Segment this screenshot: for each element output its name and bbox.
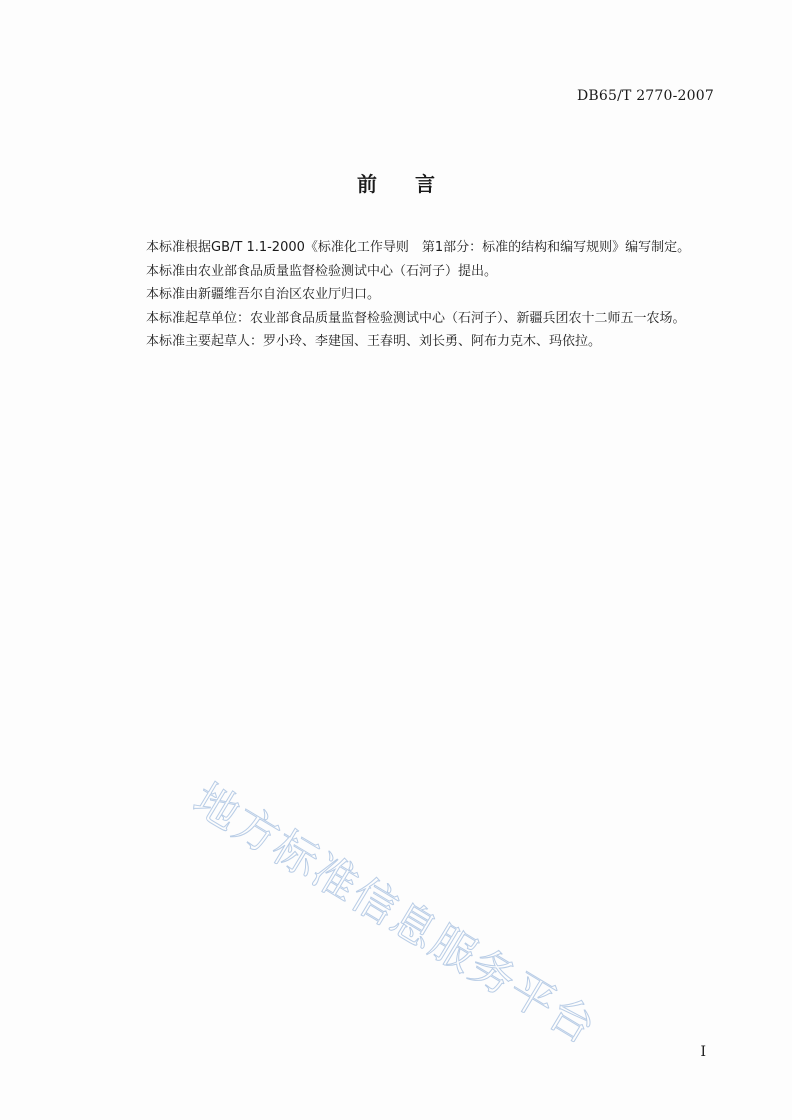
section-title: 前言 [357, 172, 473, 196]
document-code: DB65/T 2770-2007 [576, 88, 714, 104]
page-number: I [700, 1044, 706, 1060]
foreword-paragraph: 本标准根据GB/T 1.1-2000《标准化工作导则 第1部分：标准的结构和编写规则》编写制定。 [146, 240, 691, 255]
foreword-paragraph: 本标准起草单位：农业部食品质量监督检验测试中心（石河子）、新疆兵团农十二师五一农场。 [146, 310, 686, 326]
foreword-paragraph: 本标准主要起草人：罗小玲、李建国、王春明、刘长勇、阿布力克木、玛依拉。 [146, 334, 602, 349]
watermark: 地方标准信息服务平台 [184, 773, 606, 1055]
foreword-body [146, 236, 746, 354]
foreword-paragraph: 本标准由农业部食品质量监督检验测试中心（石河子）提出。 [146, 263, 498, 279]
foreword-paragraph: 本标准由新疆维吾尔自治区农业厅归口。 [146, 287, 381, 302]
